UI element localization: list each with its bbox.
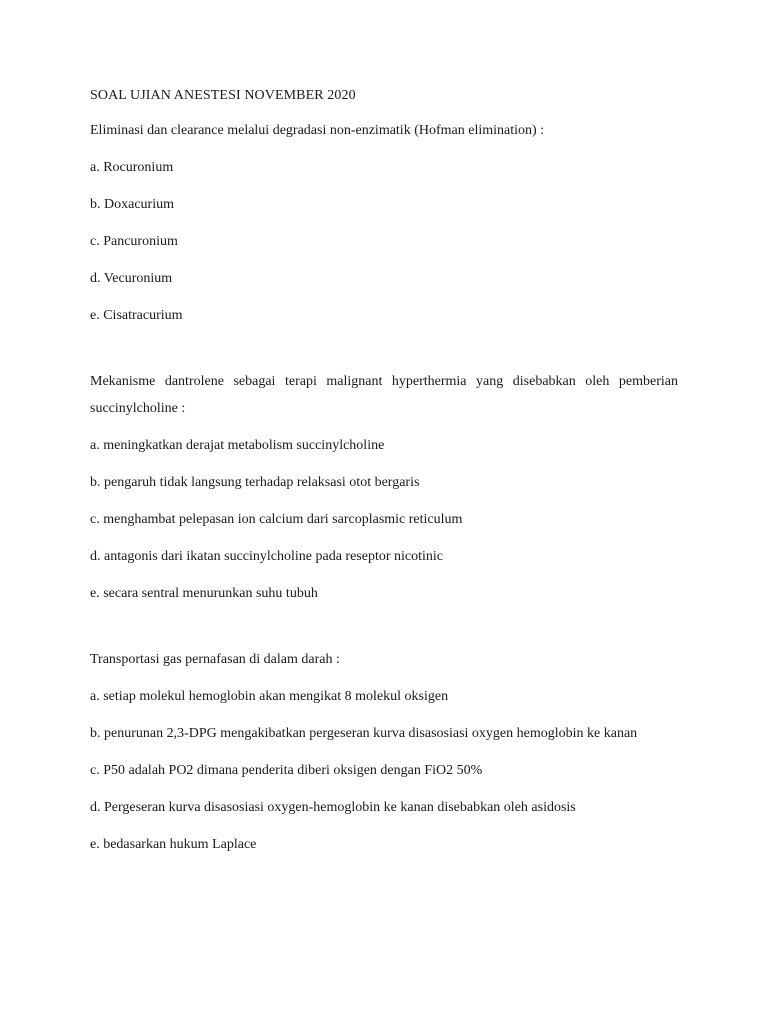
question-2-option-e: e. secara sentral menurunkan suhu tubuh	[90, 586, 318, 601]
question-1-option-b: b. Doxacurium	[90, 197, 174, 212]
question-1-option-a: a. Rocuronium	[90, 160, 174, 175]
question-2-options	[90, 432, 678, 607]
question-2-stem: Mekanisme dantrolene sebagai terapi malignant hyperthermia yang disebabkan oleh pemberian succinylcholine :	[90, 374, 678, 416]
question-3-option-a: a. setiap molekul hemoglobin akan mengikat 8 molekul oksigen	[90, 689, 449, 704]
question-3-options	[90, 683, 678, 858]
question-3	[90, 646, 678, 858]
question-2-option-d: d. antagonis dari ikatan succinylcholine pada reseptor nicotinic	[90, 549, 443, 564]
question-1-stem: Eliminasi dan clearance melalui degradasi non-enzimatik (Hofman elimination) :	[90, 123, 545, 138]
question-1-options	[90, 154, 678, 329]
question-2-option-c: c. menghambat pelepasan ion calcium dari sarcoplasmic reticulum	[90, 512, 463, 527]
question-1-option-e: e. Cisatracurium	[90, 308, 183, 323]
question-3-option-d: d. Pergeseran kurva disasosiasi oxygen-hemoglobin ke kanan disebabkan oleh asidosis	[90, 800, 576, 815]
question-2-option-b: b. pengaruh tidak langsung terhadap relaksasi otot bergaris	[90, 475, 420, 490]
question-3-option-b: b. penurunan 2,3-DPG mengakibatkan pergeseran kurva disasosiasi oxygen hemoglobin ke kanan	[90, 726, 638, 741]
question-1	[90, 117, 678, 329]
question-1-option-d: d. Vecuronium	[90, 271, 173, 286]
question-3-option-e: e. bedasarkan hukum Laplace	[90, 837, 257, 852]
question-3-stem: Transportasi gas pernafasan di dalam darah :	[90, 652, 340, 667]
document-page	[90, 86, 678, 858]
document-title: SOAL UJIAN ANESTESI NOVEMBER 2020	[90, 88, 356, 103]
question-1-option-c: c. Pancuronium	[90, 234, 178, 249]
question-3-option-c: c. P50 adalah PO2 dimana penderita diberi oksigen dengan FiO2 50%	[90, 763, 483, 778]
question-2-option-a: a. meningkatkan derajat metabolism succinylcholine	[90, 438, 385, 453]
question-2	[90, 368, 678, 607]
